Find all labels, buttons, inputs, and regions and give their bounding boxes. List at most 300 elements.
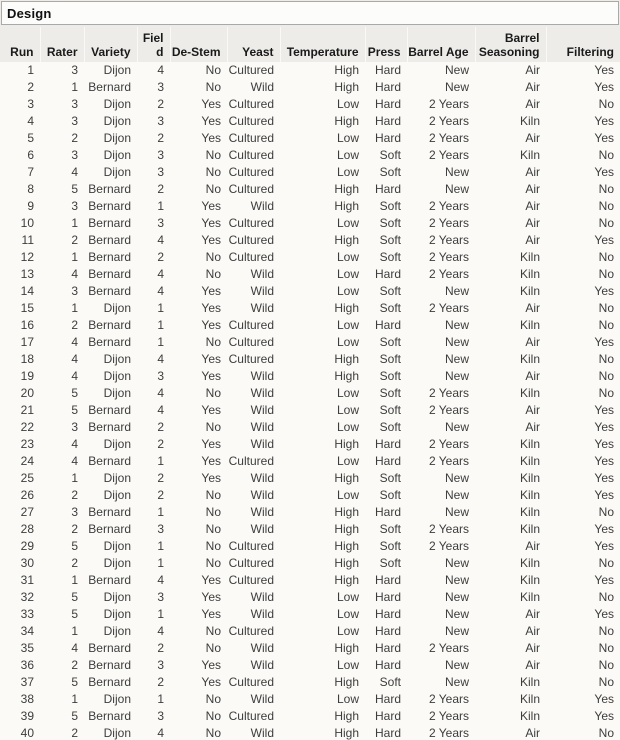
cell: Bernard [88,284,131,298]
cell: Yes [594,522,614,536]
cell: Cultured [228,216,274,230]
cell: 3 [71,97,78,111]
cell: Yes [201,471,221,485]
cell: Dijon [103,726,131,740]
cell: 14 [20,284,34,298]
cell: 3 [157,658,164,672]
cell: Kiln [519,675,540,689]
cell: No [598,658,614,672]
cell: Air [525,607,540,621]
cell: Dijon [103,386,131,400]
cell: Wild [250,641,274,655]
cell: Low [336,97,359,111]
table-row[interactable] [0,640,620,657]
cell: Cultured [228,352,274,366]
cell: Wild [250,522,274,536]
cell: Air [525,420,540,434]
table-row[interactable] [0,317,620,334]
cell: 2 [157,488,164,502]
cell: Soft [379,165,401,179]
cell: 2 Years [428,539,469,553]
cell: 6 [27,148,34,162]
cell: Cultured [228,182,274,196]
cell: Yes [201,369,221,383]
table-row[interactable] [0,62,620,79]
cell: 1 [71,80,78,94]
table-row[interactable] [0,215,620,232]
table-row[interactable] [0,79,620,96]
cell: Cultured [228,556,274,570]
cell: Bernard [88,403,131,417]
cell: Dijon [103,352,131,366]
cell: 3 [157,216,164,230]
cell: 2 Years [428,403,469,417]
cell: High [334,505,359,519]
cell: Yes [594,692,614,706]
cell: 5 [71,607,78,621]
cell: Wild [250,403,274,417]
cell: New [444,284,469,298]
cell: 2 [157,641,164,655]
cell: Yes [594,165,614,179]
cell: No [205,63,221,77]
cell: 4 [71,437,78,451]
cell: Bernard [88,182,131,196]
table-row[interactable] [0,691,620,708]
cell: Dijon [103,165,131,179]
cell: 3 [71,114,78,128]
cell: 31 [20,573,34,587]
cell: Wild [250,199,274,213]
cell: Soft [379,403,401,417]
cell: Soft [379,148,401,162]
cell: Low [336,386,359,400]
table-row[interactable] [0,453,620,470]
cell: Low [336,267,359,281]
cell: Cultured [228,233,274,247]
cell: Soft [379,352,401,366]
cell: Hard [374,437,401,451]
cell: 5 [27,131,34,145]
cell: Soft [379,386,401,400]
cell: Dijon [103,131,131,145]
design-table [0,27,620,740]
cell: 4 [157,63,164,77]
cell: Yes [594,284,614,298]
cell: 1 [157,607,164,621]
cell: Air [525,301,540,315]
cell: Bernard [88,233,131,247]
cell: No [598,97,614,111]
cell: No [598,590,614,604]
cell: Cultured [228,675,274,689]
cell: No [598,726,614,740]
column-header-rater: Rater [40,27,84,62]
cell: 2 [157,420,164,434]
column-header-de-stem: De-Stem [170,27,227,62]
cell: Wild [250,726,274,740]
table-row[interactable] [0,164,620,181]
cell: 2 Years [428,199,469,213]
cell: New [444,369,469,383]
table-row[interactable] [0,130,620,147]
cell: Yes [201,131,221,145]
cell: Air [525,97,540,111]
table-row[interactable] [0,334,620,351]
cell: Wild [250,420,274,434]
table-body [0,62,620,740]
cell: Kiln [519,522,540,536]
cell: Yes [594,437,614,451]
table-row[interactable] [0,487,620,504]
cell: Air [525,165,540,179]
cell: Dijon [103,624,131,638]
cell: Yes [594,63,614,77]
table-row[interactable] [0,351,620,368]
cell: Bernard [88,454,131,468]
cell: No [598,301,614,315]
cell: Cultured [228,709,274,723]
cell: Low [336,335,359,349]
column-header-filtering: Filtering [546,27,620,62]
cell: Dijon [103,607,131,621]
cell: Yes [594,335,614,349]
cell: 4 [157,233,164,247]
cell: 2 [71,488,78,502]
cell: No [598,505,614,519]
table-row[interactable] [0,113,620,130]
cell: Dijon [103,539,131,553]
cell: Bernard [88,335,131,349]
cell: 4 [71,352,78,366]
cell: No [205,182,221,196]
cell: New [444,556,469,570]
table-row[interactable] [0,436,620,453]
cell: Yes [201,301,221,315]
cell: 1 [157,335,164,349]
cell: New [444,488,469,502]
cell: 2 [71,233,78,247]
cell: 4 [71,165,78,179]
table-row[interactable] [0,538,620,555]
cell: Low [336,403,359,417]
cell: Kiln [519,114,540,128]
table-row[interactable] [0,674,620,691]
cell: High [334,352,359,366]
design-report [0,1,620,740]
cell: Wild [250,437,274,451]
cell: Air [525,216,540,230]
cell: New [444,607,469,621]
cell: High [334,471,359,485]
cell: 4 [71,454,78,468]
cell: Air [525,403,540,417]
cell: 1 [157,199,164,213]
cell: 1 [71,692,78,706]
cell: No [205,488,221,502]
cell: 2 [71,658,78,672]
cell: Soft [379,250,401,264]
cell: Soft [379,675,401,689]
cell: 3 [157,709,164,723]
cell: 2 Years [428,267,469,281]
cell: Cultured [228,624,274,638]
cell: Kiln [519,471,540,485]
cell: New [444,63,469,77]
table-row[interactable] [0,504,620,521]
table-row[interactable] [0,266,620,283]
cell: Kiln [519,692,540,706]
cell: Soft [379,420,401,434]
cell: Soft [379,556,401,570]
cell: No [205,505,221,519]
cell: 1 [157,454,164,468]
cell: High [334,573,359,587]
cell: Dijon [103,97,131,111]
cell: 1 [71,216,78,230]
cell: No [205,335,221,349]
table-row[interactable] [0,198,620,215]
table-row[interactable] [0,555,620,572]
cell: 1 [71,301,78,315]
cell: 16 [20,318,34,332]
table-row[interactable] [0,623,620,640]
table-row[interactable] [0,521,620,538]
cell: Yes [201,216,221,230]
table-row[interactable] [0,181,620,198]
cell: Air [525,63,540,77]
design-data-table [0,27,620,740]
cell: Wild [250,488,274,502]
cell: Wild [250,369,274,383]
cell: Yes [594,114,614,128]
cell: No [205,624,221,638]
cell: High [334,369,359,383]
cell: Kiln [519,590,540,604]
cell: New [444,335,469,349]
table-row[interactable] [0,725,620,740]
cell: 2 [157,437,164,451]
table-row[interactable] [0,589,620,606]
cell: No [598,675,614,689]
cell: 1 [71,250,78,264]
cell: Dijon [103,471,131,485]
table-row[interactable] [0,147,620,164]
cell: High [334,63,359,77]
table-row[interactable] [0,232,620,249]
cell: No [205,539,221,553]
cell: Bernard [88,420,131,434]
cell: Air [525,539,540,553]
cell: High [334,233,359,247]
cell: 30 [20,556,34,570]
cell: 37 [20,675,34,689]
cell: Soft [379,199,401,213]
cell: Yes [201,437,221,451]
cell: No [598,250,614,264]
cell: Hard [374,114,401,128]
table-row[interactable] [0,402,620,419]
cell: Low [336,624,359,638]
cell: 3 [157,369,164,383]
cell: Yes [594,488,614,502]
column-header-barrel-seasoning: Barrel Seasoning [475,27,546,62]
cell: 2 [71,556,78,570]
cell: 4 [157,624,164,638]
table-row[interactable] [0,606,620,623]
cell: 1 [157,318,164,332]
cell: High [334,641,359,655]
cell: 13 [20,267,34,281]
cell: Soft [379,284,401,298]
cell: 2 Years [428,216,469,230]
cell: 5 [71,675,78,689]
cell: 5 [71,386,78,400]
cell: 8 [27,182,34,196]
cell: Yes [201,233,221,247]
cell: Dijon [103,488,131,502]
cell: Yes [201,284,221,298]
cell: No [598,641,614,655]
table-row[interactable] [0,470,620,487]
cell: 2 Years [428,250,469,264]
cell: New [444,80,469,94]
cell: 7 [27,165,34,179]
cell: Kiln [519,709,540,723]
cell: Yes [201,590,221,604]
cell: Bernard [88,522,131,536]
cell: Soft [379,233,401,247]
cell: 4 [157,726,164,740]
cell: No [598,182,614,196]
table-row[interactable] [0,419,620,436]
column-header-run: Run [0,27,40,62]
cell: 3 [71,148,78,162]
cell: Yes [201,97,221,111]
cell: Dijon [103,556,131,570]
cell: High [334,539,359,553]
cell: Yes [201,573,221,587]
cell: Soft [379,539,401,553]
cell: Hard [374,641,401,655]
cell: High [334,726,359,740]
cell: Hard [374,318,401,332]
cell: Kiln [519,556,540,570]
cell: Bernard [88,505,131,519]
table-row[interactable] [0,283,620,300]
cell: Low [336,148,359,162]
cell: No [205,692,221,706]
cell: 4 [71,267,78,281]
cell: 2 Years [428,131,469,145]
table-row[interactable] [0,249,620,266]
table-row[interactable] [0,385,620,402]
cell: Cultured [228,539,274,553]
cell: Dijon [103,301,131,315]
table-row[interactable] [0,708,620,725]
cell: New [444,165,469,179]
cell: New [444,318,469,332]
cell: Kiln [519,148,540,162]
cell: Cultured [228,454,274,468]
cell: 27 [20,505,34,519]
cell: Yes [594,233,614,247]
cell: Yes [201,658,221,672]
cell: 2 Years [428,437,469,451]
cell: Low [336,658,359,672]
cell: 4 [71,641,78,655]
table-row[interactable] [0,96,620,113]
table-row[interactable] [0,572,620,589]
cell: 1 [157,692,164,706]
cell: No [205,709,221,723]
cell: 2 [157,182,164,196]
table-row[interactable] [0,300,620,317]
cell: Hard [374,131,401,145]
cell: Wild [250,505,274,519]
cell: Cultured [228,63,274,77]
cell: Hard [374,726,401,740]
cell: 17 [20,335,34,349]
column-header-field: Field [137,27,170,62]
cell: 1 [157,505,164,519]
cell: 1 [27,63,34,77]
cell: 2 Years [428,522,469,536]
cell: No [598,369,614,383]
cell: 1 [71,624,78,638]
cell: Hard [374,709,401,723]
cell: 15 [20,301,34,315]
cell: Low [336,454,359,468]
cell: 2 Years [428,97,469,111]
cell: High [334,199,359,213]
cell: Air [525,641,540,655]
cell: Soft [379,301,401,315]
cell: New [444,182,469,196]
cell: 23 [20,437,34,451]
cell: Yes [201,114,221,128]
cell: New [444,658,469,672]
cell: Dijon [103,369,131,383]
column-header-temperature: Temperature [280,27,365,62]
outline-title-bar[interactable] [1,1,619,25]
cell: 2 Years [428,692,469,706]
cell: Cultured [228,318,274,332]
cell: Bernard [88,709,131,723]
cell: Yes [594,539,614,553]
cell: 3 [157,522,164,536]
cell: Low [336,216,359,230]
cell: 4 [157,386,164,400]
cell: Low [336,420,359,434]
cell: Dijon [103,63,131,77]
cell: 3 [157,80,164,94]
cell: No [598,624,614,638]
cell: Bernard [88,658,131,672]
cell: Air [525,624,540,638]
cell: Soft [379,471,401,485]
table-row[interactable] [0,657,620,674]
cell: Low [336,590,359,604]
column-header-yeast: Yeast [227,27,280,62]
cell: 4 [157,284,164,298]
cell: Low [336,488,359,502]
cell: Cultured [228,131,274,145]
cell: 3 [71,199,78,213]
cell: Wild [250,590,274,604]
table-row[interactable] [0,368,620,385]
cell: Wild [250,607,274,621]
